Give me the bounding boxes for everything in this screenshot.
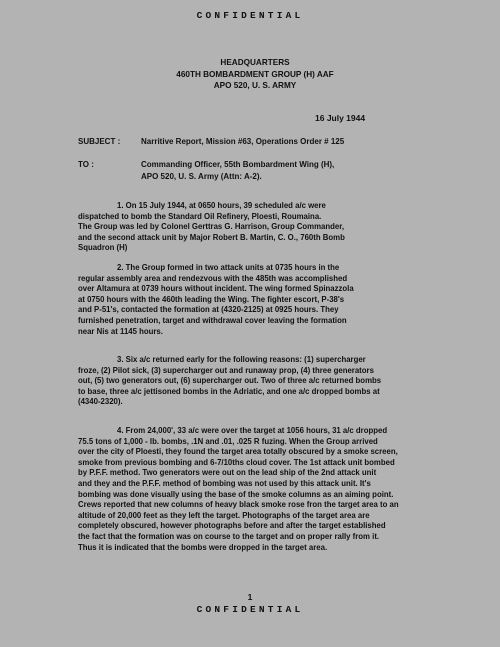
paragraph-line: near Nis at 1145 hours. [78, 326, 163, 336]
classification-bottom: CONFIDENTIAL [196, 604, 304, 615]
paragraph-line: and the second attack unit by Major Robert B. Martin, C. O., 760th Bomb [78, 232, 345, 242]
subject-label: SUBJECT : [78, 137, 121, 146]
paragraph-line: Thus it is indicated that the bombs were dropped in the target area. [78, 542, 328, 552]
paragraph-2 [78, 263, 448, 337]
paragraph-line: dispatched to bomb the Standard Oil Refinery, Ploesti, Roumaina. [78, 211, 322, 221]
paragraph-line: out, (5) two generators out, (6) supercharger out. Two of three a/c returned bombs [78, 376, 382, 386]
classification-top: CONFIDENTIAL [196, 10, 304, 21]
paragraph-line: and they and the P.F.F. method of bombing was not used by this attack unit. It's [78, 478, 371, 488]
paragraph-line: 2. The Group formed in two attack units at 0735 hours in the [117, 263, 340, 272]
letterhead [0, 57, 500, 92]
paragraph-line: (4340-2320). [78, 397, 123, 407]
paragraph-line: bombing was done visually using the base of the smoke columns as an aiming point. [78, 489, 394, 499]
paragraph-line: regular assembly area and rendezvous with the 485th was accomplished [78, 273, 348, 283]
letterhead-line-1: HEADQUARTERS [220, 58, 290, 67]
page-number: 1 [247, 592, 253, 602]
paragraph-line: 75.5 tons of 1,000 - lb. bombs, .1N and .01, .025 R fuzing. When the Group arrived [78, 436, 378, 446]
paragraph-line: 1. On 15 July 1944, at 0650 hours, 39 scheduled a/c were [117, 201, 326, 210]
document-date: 16 July 1944 [315, 113, 366, 123]
to-address-line-1: Commanding Officer, 55th Bombardment Wing (H), [141, 160, 335, 169]
paragraph-line: over the city of Ploesti, they found the target area totally obscured by a smoke screen, [78, 447, 398, 457]
paragraph-1 [78, 201, 448, 254]
paragraph-line: and P-51's, contacted the formation at (4320-2125) at 0925 hours. They [78, 305, 339, 315]
paragraph-line: altitude of 20,000 feet as they left the target. Photographs of the target area are [78, 510, 370, 520]
paragraph-line: furnished penetration, target and withdrawal cover leaving the formation [78, 315, 347, 325]
paragraph-line: at 0750 hours with the 460th leading the Wing. The fighter escort, P-38's [78, 294, 345, 304]
to-address-line-2: APO 520, U. S. Army (Attn: A-2). [141, 172, 262, 181]
to-label: TO : [78, 160, 94, 169]
paragraph-line: by P.F.F. method. Two generators were out on the lead ship of the 2nd attack unit [78, 468, 377, 478]
to-address [141, 159, 334, 183]
paragraph-line: The Group was led by Colonel Gerttras G. Harrison, Group Commander, [78, 222, 345, 232]
subject-value: Narritive Report, Mission #63, Operations Order # 125 [141, 137, 345, 146]
paragraph-line: froze, (2) Pilot sick, (3) supercharger out and runaway prop, (4) three generators [78, 365, 374, 375]
paragraph-line: Squadron (H) [78, 243, 128, 253]
paragraph-4 [78, 426, 448, 553]
letterhead-line-2: 460TH BOMBARDMENT GROUP (H) AAF [176, 69, 334, 79]
paragraph-line: completely obscured, however photographs before and after the target established [78, 521, 386, 531]
paragraph-line: the fact that the formation was on course to the target and on proper rally from it. [78, 531, 380, 541]
paragraph-3 [78, 355, 448, 408]
paragraph-line: to base, three a/c jettisoned bombs in the Adriatic, and one a/c dropped bombs at [78, 386, 380, 396]
paragraph-line: 4. From 24,000', 33 a/c were over the target at 1056 hours, 31 a/c dropped [117, 426, 388, 435]
paragraph-line: 3. Six a/c returned early for the following reasons: (1) supercharger [117, 355, 366, 364]
paragraph-line: Crews reported that new columns of heavy black smoke rose fron the target area to an [78, 500, 399, 510]
paragraph-line: smoke from previous bombing and 6-7/10ths cloud cover. The 1st attack unit bombed [78, 457, 395, 467]
paragraph-line: over Altamura at 0739 hours without incident. The wing formed Spinazzola [78, 284, 354, 294]
letterhead-line-3: APO 520, U. S. ARMY [213, 81, 297, 90]
